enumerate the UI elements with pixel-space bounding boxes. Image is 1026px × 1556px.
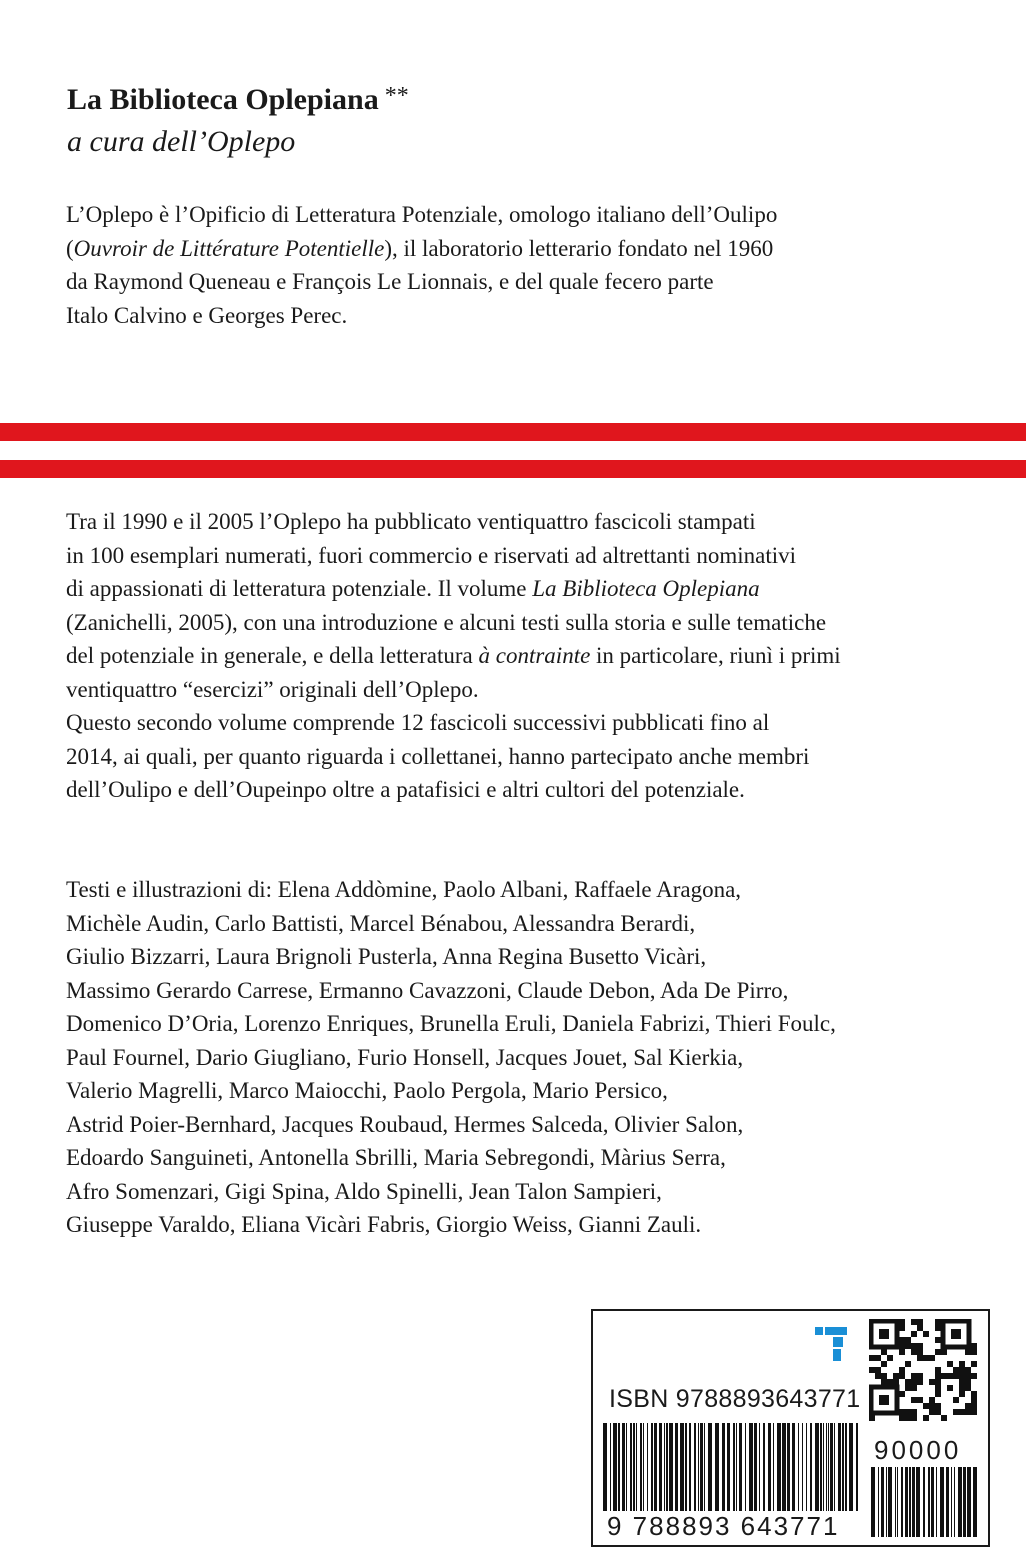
book-subtitle: a cura dell’Oplepo <box>67 125 296 158</box>
italic-text: Ouvroir de Littérature Potentielle <box>73 235 385 261</box>
italic-text: La Biblioteca Oplepiana <box>532 576 760 601</box>
volume-mark: ** <box>384 83 409 109</box>
contributors-paragraph <box>66 873 1016 1242</box>
text-line: Valerio Magrelli, Marco Maiocchi, Paolo Pergola, Mario Persico, <box>66 1078 668 1103</box>
text-line: Edoardo Sanguineti, Antonella Sbrilli, Maria Sebregondi, Màrius Serra, <box>66 1145 726 1170</box>
addon-barcode <box>871 1467 979 1537</box>
text-line: Domenico D’Oria, Lorenzo Enriques, Brunella Eruli, Daniela Fabrizi, Thieri Foulc, <box>66 1011 836 1036</box>
text-line: da Raymond Queneau e François Le Lionnais, e del quale fecero parte <box>66 269 714 294</box>
book-title <box>67 82 409 118</box>
price-code: 90000 <box>874 1435 962 1465</box>
text-line: L’Oplepo è l’Opificio di Letteratura Potenziale, omologo italiano dell’Oulipo <box>66 202 778 227</box>
book-title-text: La Biblioteca Oplepiana <box>67 83 379 116</box>
barcode-digits: 9 788893 643771 <box>607 1511 840 1541</box>
text-line: Michèle Audin, Carlo Battisti, Marcel Bénabou, Alessandra Berardi, <box>66 910 696 936</box>
text-line: (Ouvroir de Littérature Potentielle), il laboratorio letterario fondato nel 1960 <box>66 235 774 261</box>
ean-barcode <box>603 1423 861 1511</box>
text-line: Giuseppe Varaldo, Eliana Vicàri Fabris, Giorgio Weiss, Gianni Zauli. <box>66 1212 702 1237</box>
text-line: di appassionati di letteratura potenziale. Il volume La Biblioteca Oplepiana <box>66 576 760 601</box>
text-line: in 100 esemplari numerati, fuori commercio e riservati ad altrettanti nominativi <box>66 542 797 568</box>
text-line: (Zanichelli, 2005), con una introduzione e alcuni testi sulla storia e sulle tematiche <box>66 609 827 635</box>
text-line: Giulio Bizzarri, Laura Brignoli Pusterla, Anna Regina Busetto Vicàri, <box>66 944 707 969</box>
text-line: 2014, ai quali, per quanto riguarda i collettanei, hanno partecipato anche membri <box>66 743 810 769</box>
text-line: Testi e illustrazioni di: Elena Addòmine, Paolo Albani, Raffaele Aragona, <box>66 877 742 902</box>
text-line: del potenziale in generale, e della letteratura à contrainte in particolare, riunì i primi <box>66 643 841 668</box>
intro-paragraph <box>66 198 1016 332</box>
history-paragraph <box>66 505 1016 807</box>
qr-code-icon <box>869 1319 977 1421</box>
text-line: Questo secondo volume comprende 12 fascicoli successivi pubblicati fino al <box>66 710 770 735</box>
isbn-label: ISBN 9788893643771 <box>609 1385 861 1413</box>
text-line: Massimo Gerardo Carrese, Ermanno Cavazzoni, Claude Debon, Ada De Pirro, <box>66 977 789 1003</box>
text-line: Tra il 1990 e il 2005 l’Oplepo ha pubblicato ventiquattro fascicoli stampati <box>66 509 756 534</box>
red-stripe-top <box>0 423 1026 441</box>
italic-text: à contrainte <box>478 643 591 668</box>
text-line: ventiquattro “esercizi” originali dell’Oplepo. <box>66 676 479 702</box>
text-line: Astrid Poier-Bernhard, Jacques Roubaud, Hermes Salceda, Olivier Salon, <box>66 1111 744 1137</box>
barcode-box <box>591 1309 990 1547</box>
text-line: dell’Oulipo e dell’Oupeinpo oltre a patafisici e altri cultori del potenziale. <box>66 777 745 802</box>
text-line: Italo Calvino e Georges Perec. <box>66 302 348 328</box>
red-stripe-bottom <box>0 460 1026 478</box>
publisher-logo-icon <box>815 1321 859 1365</box>
text-line: Afro Somenzari, Gigi Spina, Aldo Spinelli, Jean Talon Sampieri, <box>66 1178 662 1204</box>
text-line: Paul Fournel, Dario Giugliano, Furio Honsell, Jacques Jouet, Sal Kierkia, <box>66 1044 744 1070</box>
